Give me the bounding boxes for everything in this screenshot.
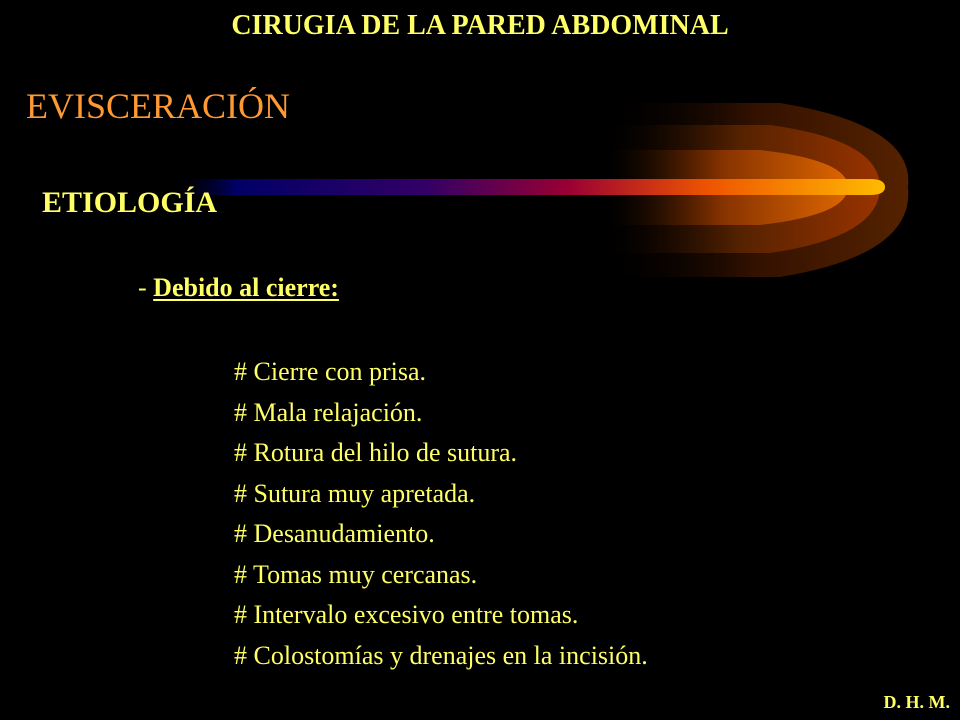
list-item: # Cierre con prisa.: [234, 357, 427, 386]
list-item: # Intervalo excesivo entre tomas.: [234, 600, 579, 629]
slide-title: CIRUGIA DE LA PARED ABDOMINAL: [231, 10, 729, 41]
cause-prefix: -: [138, 273, 154, 302]
list-item: # Tomas muy cercanas.: [234, 559, 478, 589]
sub-heading: ETIOLOGÍA: [42, 186, 218, 219]
author-initials: D. H. M.: [883, 692, 950, 712]
section-heading: EVISCERACIÓN: [26, 86, 291, 126]
cause-heading: [138, 270, 339, 306]
glowing-bullet-beam-icon: [180, 95, 920, 285]
list-item: # Sutura muy apretada.: [234, 478, 476, 508]
list-item: # Colostomías y drenajes en la incisión.: [234, 640, 648, 670]
list-item: # Rotura del hilo de sutura.: [234, 438, 518, 467]
causes-list: [234, 352, 648, 676]
cause-label: Debido al cierre:: [153, 273, 339, 302]
list-item: # Mala relajación.: [234, 397, 423, 427]
list-item: # Desanudamiento.: [234, 519, 435, 548]
